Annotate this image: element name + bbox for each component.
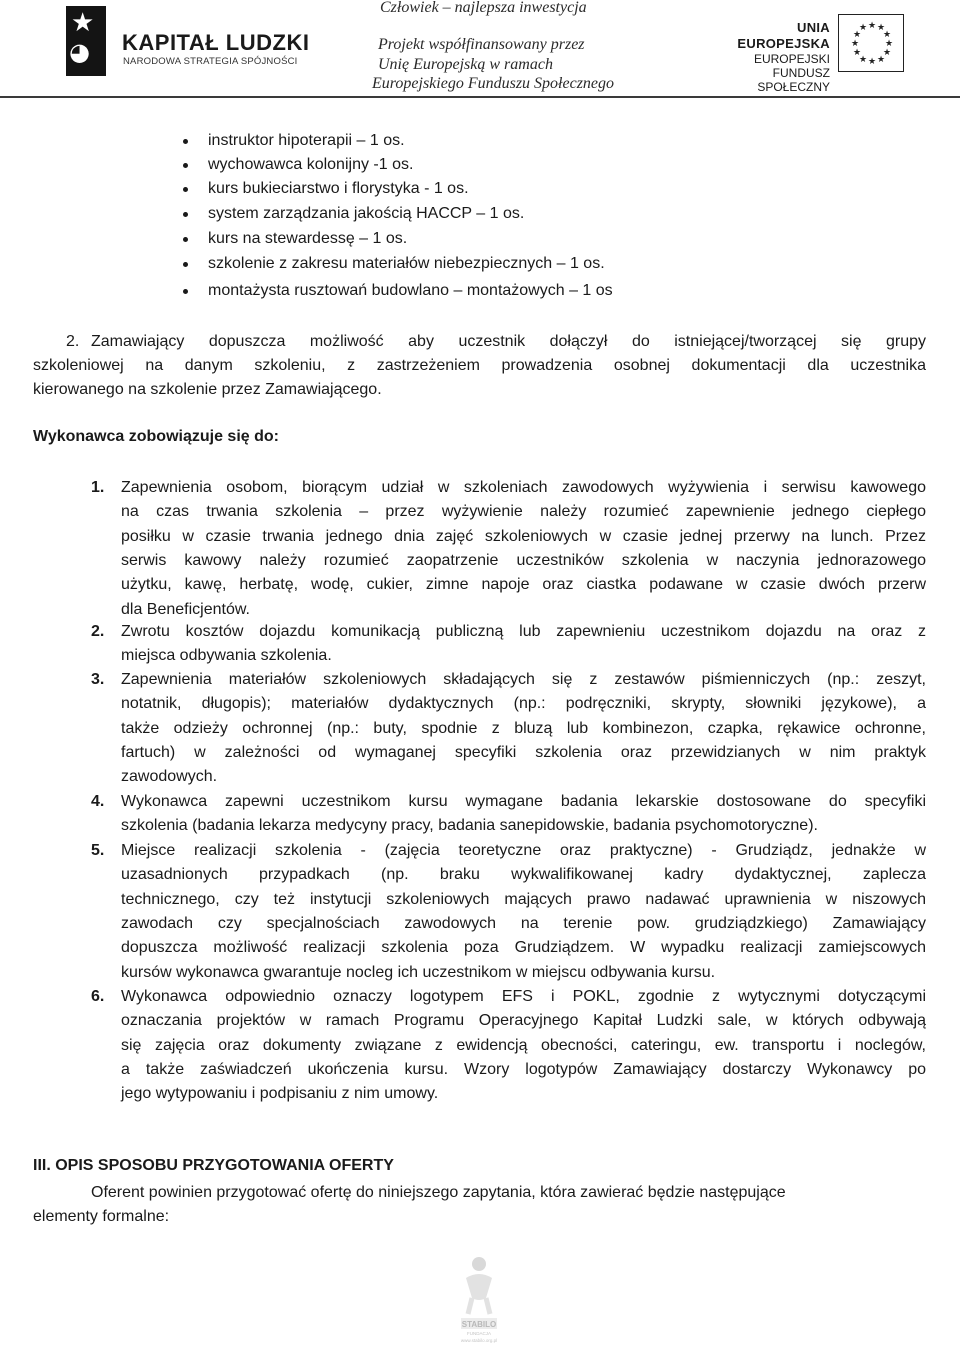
obligation-line: posiłku w czasie trwania jednego dnia zajęć szkoleniowych w czasie jednej przerwy na lunch. Przez bbox=[121, 527, 926, 545]
svg-text:★: ★ bbox=[883, 30, 892, 40]
obligation-number: 4. bbox=[91, 793, 105, 810]
obligation-number: 6. bbox=[91, 988, 105, 1005]
star-icon: ★ bbox=[71, 8, 95, 38]
bullet-dot bbox=[183, 262, 188, 267]
bullet-dot bbox=[183, 212, 188, 217]
motto: Człowiek – najlepsza inwestycja bbox=[380, 0, 587, 16]
svg-text:★: ★ bbox=[859, 23, 868, 33]
obligation-line: a także zaświadczeń ukończenia kursu. Wzory logotypów Zamawiający dostarczy Wykonawcy po bbox=[121, 1060, 926, 1078]
obligation-number: 1. bbox=[91, 479, 105, 496]
obligation-line: notatnik, długopis); materiałów dydaktycznych (np.: podręczniki, skrypty, słowniki językowe), a bbox=[121, 695, 926, 713]
bullet-dot bbox=[183, 187, 188, 192]
obligation-line: szkolenia (badania lekarza medycyny pracy, badania sanepidowskie, badania psychomotoryczne). bbox=[121, 817, 818, 835]
project-line-2: Unię Europejską w ramach bbox=[378, 56, 553, 73]
obligation-line: zawodowych. bbox=[121, 768, 218, 786]
svg-text:★: ★ bbox=[868, 21, 877, 31]
project-line-3: Europejskiego Funduszu Społecznego bbox=[372, 75, 615, 92]
bullet-dot bbox=[183, 163, 188, 168]
obligation-line: Miejsce realizacji szkolenia - (zajęcia teoretyczne oraz praktyczne) - Grudziądz, jednakże w bbox=[121, 842, 926, 859]
obligation-line: dla Beneficjentów. bbox=[121, 600, 250, 618]
kl-logo-title: KAPITAŁ LUDZKI bbox=[122, 30, 310, 55]
obligation-number: 3. bbox=[91, 671, 105, 688]
stabilo-logo-url: www.stabilo.org.pl bbox=[460, 1338, 498, 1343]
eu-line-3: FUNDUSZ SPOŁECZNY bbox=[757, 66, 830, 94]
kl-logo-subtitle: NARODOWA STRATEGIA SPÓJNOŚCI bbox=[123, 56, 298, 67]
obligation-line: użytku, kawę, herbatę, wodę, cukier, zimne napoje oraz ciastka podawane w czasie dwóch przerw bbox=[121, 576, 926, 594]
bullet-dot bbox=[183, 289, 188, 294]
svg-text:★: ★ bbox=[851, 39, 860, 49]
section-3-line-1: Oferent powinien przygotować ofertę do niniejszego zapytania, która zawierać będzie następujące bbox=[91, 1184, 786, 1201]
obligation-line: oznaczania projektów w ramach Programu Operacyjnego Kapitał Ludzki sale, w których odbywają bbox=[121, 1012, 926, 1030]
obligation-number: 2. bbox=[91, 623, 105, 640]
svg-text:★: ★ bbox=[883, 48, 892, 58]
eu-flag-icon bbox=[838, 14, 904, 72]
svg-text:★: ★ bbox=[877, 23, 886, 33]
obligation-line: technicznego, czy też instytucji szkoleniowych mających prawo nadawać uprawnienia w niszowych bbox=[121, 890, 926, 908]
page-header bbox=[0, 0, 960, 98]
kapital-ludzki-emblem bbox=[66, 6, 106, 76]
bullet-dot bbox=[183, 237, 188, 242]
eu-line-1: UNIA EUROPEJSKA bbox=[737, 20, 830, 51]
point-2-line-3: kierowanego na szkolenie przez Zamawiającego. bbox=[33, 381, 382, 398]
obligation-line: Wykonawca zapewni uczestnikom kursu wymagane badania lekarskie dostosowane do specyfiki bbox=[121, 793, 926, 810]
eu-line-2: EUROPEJSKI bbox=[753, 52, 830, 66]
point-2-number: 2. bbox=[66, 333, 80, 350]
svg-text:★: ★ bbox=[853, 48, 862, 58]
kapital-ludzki-logo bbox=[66, 6, 326, 78]
obligation-line: Wykonawca odpowiednio oznaczy logotypem EFS i POKL, zgodnie z wytycznymi dotyczącymi bbox=[121, 988, 926, 1005]
stabilo-logo-sub: FUNDACJA bbox=[466, 1331, 492, 1336]
eu-label bbox=[706, 20, 830, 94]
obligation-line: także odzieży ochronnej (np.: buty, spodnie z bluzą lub kombinezon, czapka, rękawice ochronne, bbox=[121, 719, 926, 737]
section-3-line-2: elementy formalne: bbox=[33, 1208, 170, 1225]
obligation-line: Zwrotu kosztów dojazdu komunikacją publiczną lub zapewnieniu uczestnikom dojazdu na oraz z bbox=[121, 623, 926, 640]
svg-text:★: ★ bbox=[885, 39, 894, 49]
obligation-line: serwis kawowy należy rozumieć zaopatrzenie uczestników szkolenia w naczynia jednorazowego bbox=[121, 551, 926, 569]
obligation-line: uzasadnionych przypadkach (np. braku wykwalifikowanej kadry dydaktycznej, zaplecza bbox=[121, 866, 926, 884]
obligation-number: 5. bbox=[91, 842, 105, 859]
obligation-line: miejsca odbywania szkolenia. bbox=[121, 647, 332, 665]
obligation-line: fartuch) w zależności od wymaganej specyfiki szkolenia oraz przewidzianych w nim praktyk bbox=[121, 743, 926, 761]
section-3-heading: III. OPIS SPOSOBU PRZYGOTOWANIA OFERTY bbox=[33, 1157, 394, 1174]
obligation-line: się zajęcia oraz dokumenty związane z ewidencją obecności, cateringu, ew. transportu i noclegów, bbox=[121, 1036, 926, 1054]
people-icon: ◕ bbox=[69, 38, 90, 66]
point-2-line-1: Zamawiający dopuszcza możliwość aby uczestnik dołączył do istniejącej/tworzącej się grupy bbox=[91, 333, 926, 350]
svg-text:★: ★ bbox=[853, 30, 862, 40]
obligation-line: dopuszcza możliwość realizacji szkolenia poza Grudziądzem. W wypadku realizacji zamiejscowych bbox=[121, 939, 926, 957]
obligation-line: Zapewnienia osobom, biorącym udział w szkoleniach zawodowych wyżywienia i serwisu kawowego bbox=[121, 479, 926, 496]
project-line-1: Projekt współfinansowany przez bbox=[378, 36, 585, 53]
bullet-dot bbox=[183, 139, 188, 144]
obligation-line: Zapewnienia materiałów szkoleniowych składających się z zestawów piśmienniczych (np.: zeszyt, bbox=[121, 671, 926, 688]
obligation-line: na czas trwania szkolenia – przez wyżywienie należy rozumieć zapewnienie jednego ciepłego bbox=[121, 503, 926, 521]
obligation-line: kursów wykonawca gwarantuje nocleg ich uczestnikom w miejscu odbywania kursu. bbox=[121, 963, 716, 981]
svg-text:★: ★ bbox=[877, 55, 886, 65]
stabilo-foundation-logo bbox=[452, 1252, 506, 1344]
obligation-line: jego wytypowaniu i podpisaniu z nim umowy. bbox=[121, 1085, 439, 1103]
svg-text:★: ★ bbox=[859, 55, 868, 65]
obligation-line: zawodach czy specjalnościach zawodowych na terenie pow. grudziądzkiego) Zamawiający bbox=[121, 914, 926, 932]
svg-text:★: ★ bbox=[868, 57, 877, 67]
obligations-heading: Wykonawca zobowiązuje się do: bbox=[33, 428, 279, 445]
stabilo-logo-text: STABILO bbox=[461, 1320, 497, 1329]
point-2-line-2: szkoleniowej na danym szkoleniu, z zastrzeżeniem prowadzenia osobnej dokumentacji dla uczestnika bbox=[33, 357, 926, 374]
